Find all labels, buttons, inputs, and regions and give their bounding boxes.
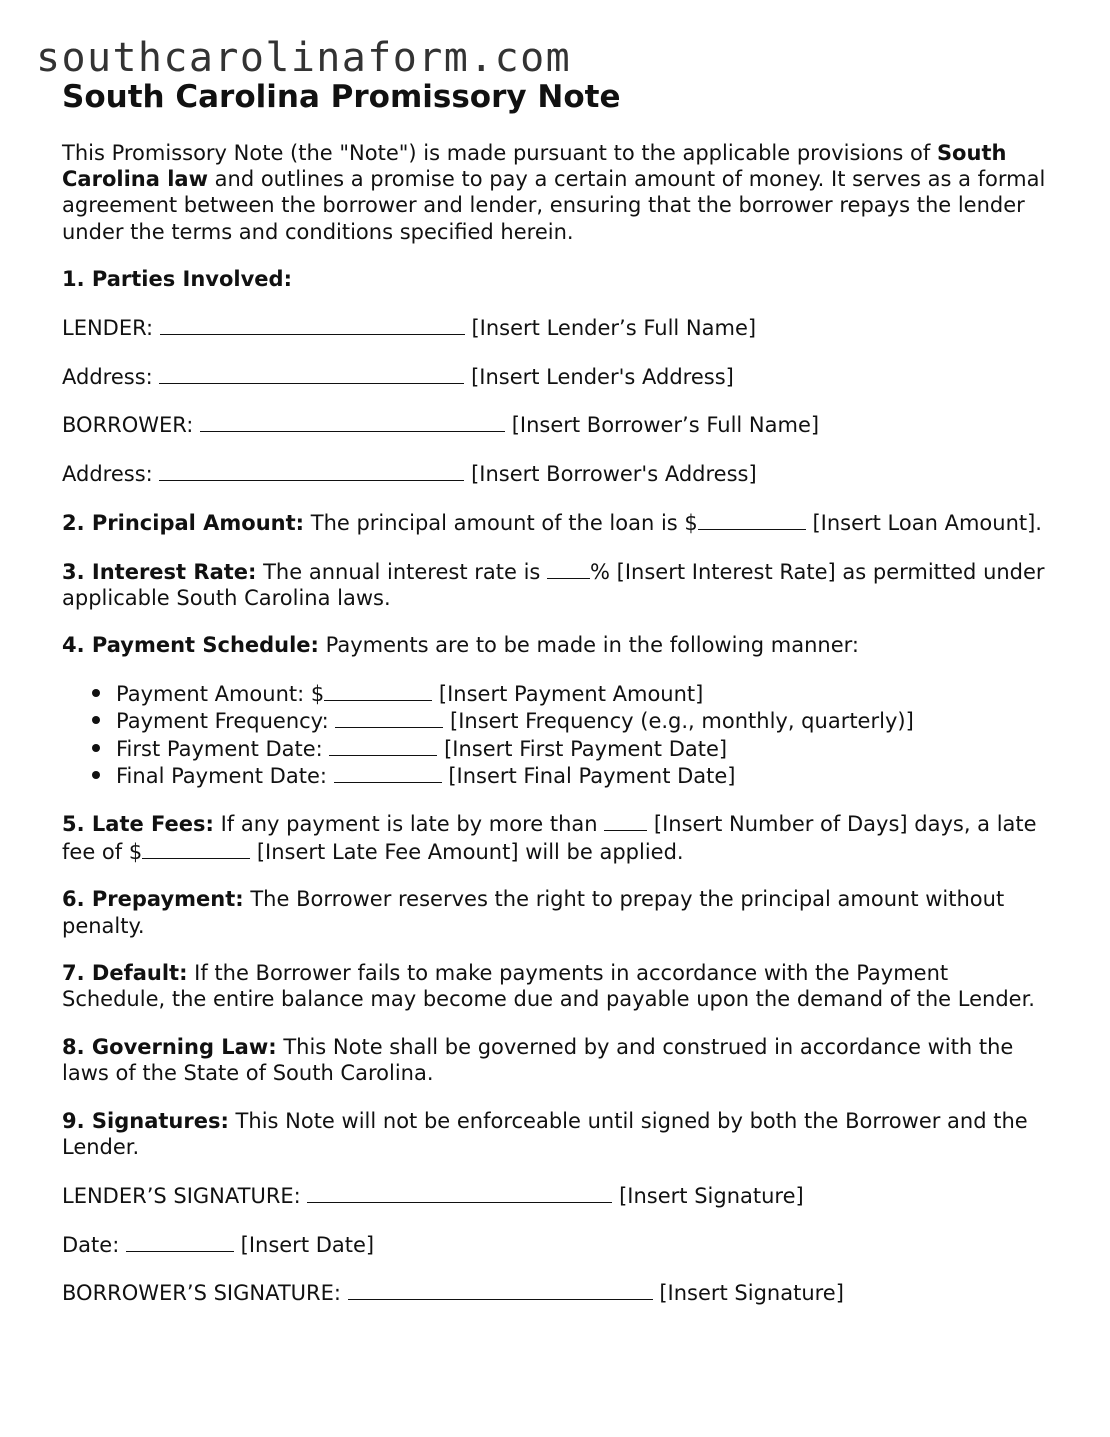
default-text: If the Borrower fails to make payments in accordance with the Payment Schedule, the entire balance may become due and payable upon the demand of the Lender. — [62, 961, 1035, 1012]
interest-text-2: % [Insert Interest Rate] as permitted under applicable South Carolina laws. — [62, 559, 1045, 610]
payment-amount-blank[interactable] — [324, 680, 432, 701]
borrower-name-blank[interactable] — [200, 411, 505, 432]
governing-law-text: This Note shall be governed by and construed in accordance with the laws of the State of South Carolina. — [62, 1035, 1014, 1086]
schedule-list — [62, 680, 1052, 789]
prepayment-section — [62, 886, 1052, 938]
parties-heading — [62, 266, 1052, 292]
borrower-label: BORROWER: — [62, 413, 201, 438]
borrower-address-hint: [Insert Borrower's Address] — [464, 462, 757, 487]
default-heading: 7. Default: — [62, 961, 188, 986]
list-item — [116, 707, 1052, 734]
schedule-heading: 4. Payment Schedule: — [62, 633, 319, 658]
intro-bold: South Carolina law — [62, 141, 1007, 192]
schedule-section — [62, 632, 1052, 658]
borrower-name-field — [62, 411, 1052, 438]
lender-hint: [Insert Lender’s Full Name] — [464, 316, 757, 341]
intro-text-2: and outlines a promise to pay a certain amount of money. It serves as a formal agreement between the borrower and lender, ensuring that the borrower repays the lender under the terms and conditions specified herein. — [62, 167, 1046, 244]
bullet-icon — [92, 744, 100, 752]
interest-rate-blank[interactable] — [547, 558, 590, 579]
late-fees-heading: 5. Late Fees: — [62, 812, 214, 837]
signatures-section — [62, 1108, 1052, 1160]
lender-name-blank[interactable] — [160, 314, 465, 335]
lender-signature-label: LENDER’S SIGNATURE: — [62, 1183, 308, 1208]
late-fees-text-1: If any payment is late by more than — [213, 812, 605, 837]
bullet-icon — [92, 771, 100, 779]
list-item — [116, 680, 1052, 707]
lender-address-blank[interactable] — [159, 363, 464, 384]
principal-text-2: [Insert Loan Amount]. — [805, 510, 1042, 535]
final-payment-label: Final Payment Date: — [116, 763, 334, 788]
late-fees-section — [62, 810, 1052, 864]
interest-text-1: The annual interest rate is — [256, 559, 548, 584]
payment-amount-label: Payment Amount: $ — [116, 682, 325, 707]
borrower-signature-label: BORROWER’S SIGNATURE: — [62, 1281, 348, 1306]
principal-section — [62, 509, 1052, 536]
borrower-address-field — [62, 460, 1052, 487]
list-item — [116, 762, 1052, 789]
borrower-signature-blank[interactable] — [348, 1279, 653, 1300]
borrower-hint: [Insert Borrower’s Full Name] — [505, 413, 820, 438]
intro-paragraph — [62, 140, 1052, 245]
late-days-blank[interactable] — [604, 810, 647, 831]
lender-signature-hint: [Insert Signature] — [612, 1183, 804, 1208]
principal-heading: 2. Principal Amount: — [62, 510, 305, 535]
governing-law-section — [62, 1034, 1052, 1086]
lender-address-label: Address: — [62, 364, 160, 389]
first-payment-hint: [Insert First Payment Date] — [437, 736, 728, 761]
principal-text-1: The principal amount of the loan is $ — [304, 510, 698, 535]
promissory-note-document — [62, 76, 1052, 1328]
signatures-text: This Note will not be enforceable until signed by both the Borrower and the Lender. — [62, 1109, 1028, 1160]
loan-amount-blank[interactable] — [698, 509, 806, 530]
bullet-icon — [92, 716, 100, 724]
date-label: Date: — [62, 1232, 126, 1257]
default-section — [62, 960, 1052, 1012]
payment-frequency-blank[interactable] — [335, 707, 443, 728]
prepayment-text: The Borrower reserves the right to prepay the principal amount without penalty. — [62, 887, 1005, 938]
schedule-text: Payments are to be made in the following manner: — [318, 633, 859, 658]
signatures-heading: 9. Signatures: — [62, 1109, 229, 1134]
interest-section — [62, 558, 1052, 611]
lender-signature-field — [62, 1182, 1052, 1209]
lender-signature-blank[interactable] — [307, 1182, 612, 1203]
intro-text-1: This Promissory Note (the "Note") is made pursuant to the applicable provisions of — [62, 141, 937, 165]
borrower-address-label: Address: — [62, 462, 160, 487]
first-payment-blank[interactable] — [329, 735, 437, 756]
late-fees-text-3: [Insert Late Fee Amount] will be applied. — [250, 839, 684, 864]
borrower-signature-field — [62, 1279, 1052, 1306]
borrower-signature-hint: [Insert Signature] — [652, 1281, 844, 1306]
site-watermark: southcarolinaform.com — [36, 35, 572, 81]
borrower-address-blank[interactable] — [159, 460, 464, 481]
lender-name-field — [62, 314, 1052, 341]
bullet-icon — [92, 689, 100, 697]
prepayment-heading: 6. Prepayment: — [62, 887, 244, 912]
list-item — [116, 735, 1052, 762]
final-payment-blank[interactable] — [334, 762, 442, 783]
late-fees-text-2: [Insert Number of Days] days, a late fee of $ — [62, 812, 1037, 864]
first-payment-label: First Payment Date: — [116, 736, 330, 761]
lender-address-field — [62, 363, 1052, 390]
lender-address-hint: [Insert Lender's Address] — [464, 364, 734, 389]
late-fee-amount-blank[interactable] — [142, 838, 250, 859]
date-blank[interactable] — [126, 1231, 234, 1252]
final-payment-hint: [Insert Final Payment Date] — [441, 763, 736, 788]
payment-frequency-hint: [Insert Frequency (e.g., monthly, quarterly)] — [443, 709, 914, 734]
parties-heading-text: 1. Parties Involved: — [62, 267, 292, 292]
payment-amount-hint: [Insert Payment Amount] — [432, 682, 704, 707]
date-field — [62, 1231, 1052, 1258]
payment-frequency-label: Payment Frequency: — [116, 709, 336, 734]
lender-label: LENDER: — [62, 316, 160, 341]
governing-law-heading: 8. Governing Law: — [62, 1035, 277, 1060]
interest-heading: 3. Interest Rate: — [62, 559, 257, 584]
document-title: South Carolina Promissory Note — [62, 79, 621, 115]
date-hint: [Insert Date] — [233, 1232, 375, 1257]
